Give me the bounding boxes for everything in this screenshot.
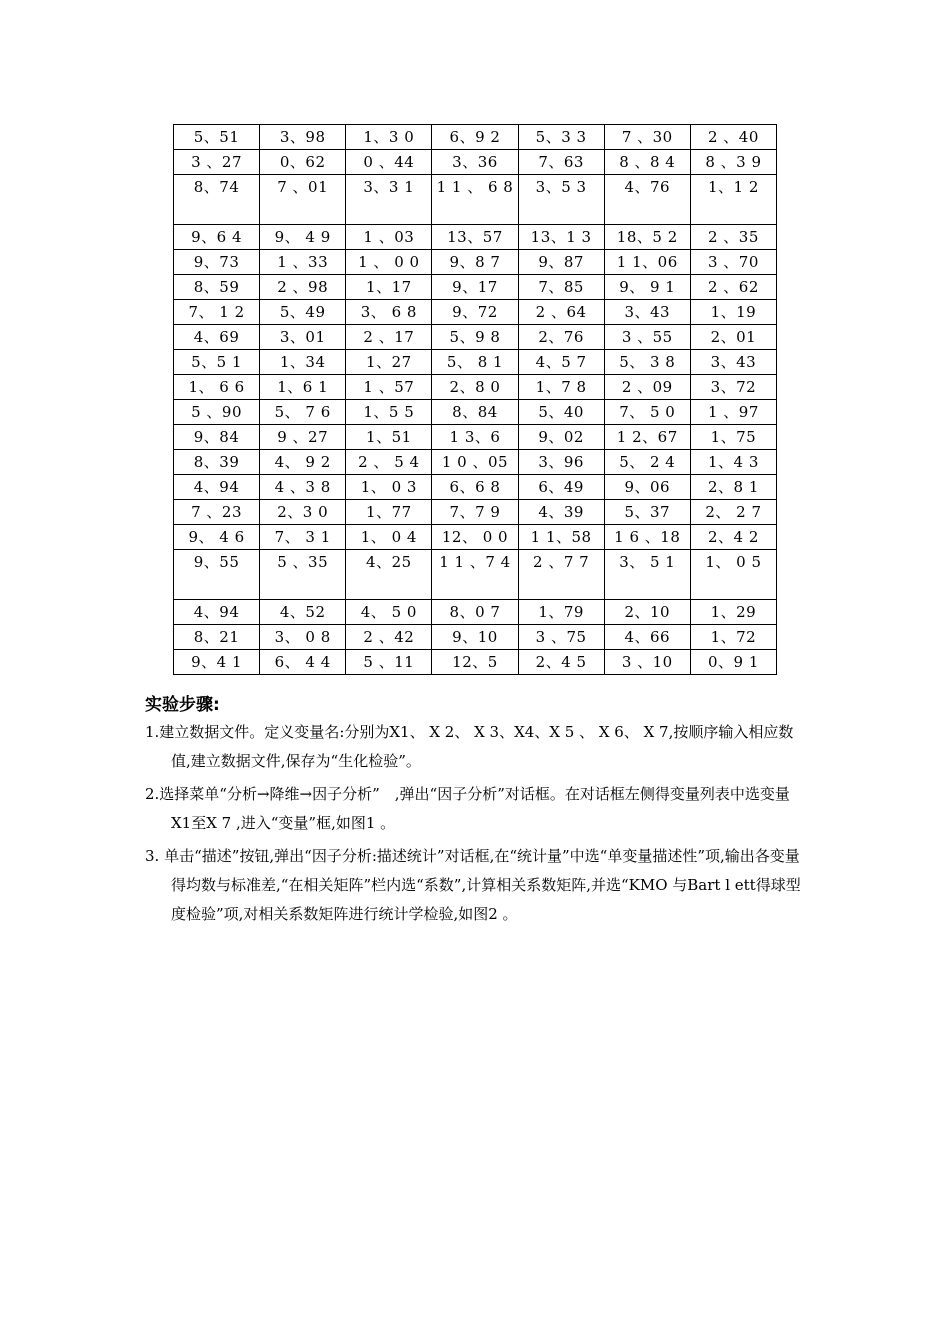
table-cell: 6、 4 4 (260, 650, 346, 675)
table-cell: 5、51 (174, 125, 260, 150)
table-cell: 8、59 (174, 275, 260, 300)
table-cell: 2 、40 (690, 125, 776, 150)
table-cell: 9、 9 1 (604, 275, 690, 300)
table-cell: 7 、01 (260, 175, 346, 225)
table-cell: 4、69 (174, 325, 260, 350)
table-cell: 2 、 5 4 (346, 450, 432, 475)
table-cell: 7、 3 1 (260, 525, 346, 550)
step-item: 1.建立数据文件。定义变量名:分别为X1、 X 2、 X 3、X4、X 5 、 X 6、 X 7,按顺序输入相应数值,建立数据文件,保存为“生化检验”。 (145, 723, 794, 770)
table-row (174, 325, 777, 350)
table-cell: 9、72 (432, 300, 518, 325)
table-cell: 9、84 (174, 425, 260, 450)
table-cell: 1、79 (518, 600, 604, 625)
table-cell: 3 、55 (604, 325, 690, 350)
table-row (174, 525, 777, 550)
table-row (174, 550, 777, 600)
table-cell: 6、6 8 (432, 475, 518, 500)
table-cell: 8、21 (174, 625, 260, 650)
table-row (174, 425, 777, 450)
table-cell: 3、36 (432, 150, 518, 175)
table-cell: 18、5 2 (604, 225, 690, 250)
table-cell: 4、5 7 (518, 350, 604, 375)
table-row (174, 475, 777, 500)
table-cell: 1、19 (690, 300, 776, 325)
table-row (174, 150, 777, 175)
table-cell: 3、98 (260, 125, 346, 150)
table-cell: 2、10 (604, 600, 690, 625)
table-cell: 2、3 0 (260, 500, 346, 525)
table-cell: 9、6 4 (174, 225, 260, 250)
table-cell: 7、7 9 (432, 500, 518, 525)
table-cell: 1 6 、18 (604, 525, 690, 550)
table-cell: 4、 5 0 (346, 600, 432, 625)
table-cell: 1 0 、05 (432, 450, 518, 475)
table-cell: 4、25 (346, 550, 432, 600)
table-cell: 13、1 3 (518, 225, 604, 250)
table-row (174, 650, 777, 675)
table-cell: 7、 1 2 (174, 300, 260, 325)
table-cell: 1 1 、7 4 (432, 550, 518, 600)
table-cell: 1、 0 4 (346, 525, 432, 550)
table-cell: 4、76 (604, 175, 690, 225)
table-cell: 8 、3 9 (690, 150, 776, 175)
table-cell: 5 、90 (174, 400, 260, 425)
table-row (174, 300, 777, 325)
table-row (174, 125, 777, 150)
table-cell: 3、72 (690, 375, 776, 400)
table-cell: 12、 0 0 (432, 525, 518, 550)
table-cell: 12、5 (432, 650, 518, 675)
table-cell: 1、 0 5 (690, 550, 776, 600)
table-cell: 9、 4 9 (260, 225, 346, 250)
table-cell: 5、5 1 (174, 350, 260, 375)
table-cell: 1 、03 (346, 225, 432, 250)
table-cell: 5、 2 4 (604, 450, 690, 475)
table-cell: 8、39 (174, 450, 260, 475)
table-cell: 1、77 (346, 500, 432, 525)
table-cell: 1 、97 (690, 400, 776, 425)
table-cell: 3、 5 1 (604, 550, 690, 600)
table-cell: 9、4 1 (174, 650, 260, 675)
table-cell: 1、4 3 (690, 450, 776, 475)
table-row (174, 375, 777, 400)
table-cell: 1 2、67 (604, 425, 690, 450)
table-cell: 1、 6 6 (174, 375, 260, 400)
table-cell: 9、73 (174, 250, 260, 275)
table-cell: 6、9 2 (432, 125, 518, 150)
table-cell: 1 、57 (346, 375, 432, 400)
table-row (174, 225, 777, 250)
table-cell: 2 、64 (518, 300, 604, 325)
data-table (173, 124, 777, 675)
table-cell: 9、10 (432, 625, 518, 650)
table-cell: 7 、23 (174, 500, 260, 525)
table-row (174, 175, 777, 225)
table-cell: 4、66 (604, 625, 690, 650)
table-cell: 3、 0 8 (260, 625, 346, 650)
table-cell: 1 1 、 6 8 (432, 175, 518, 225)
table-cell: 8、84 (432, 400, 518, 425)
table-cell: 9、87 (518, 250, 604, 275)
table-cell: 3、43 (604, 300, 690, 325)
table-cell: 2、01 (690, 325, 776, 350)
table-cell: 1、7 8 (518, 375, 604, 400)
step-item: 3. 单击“描述”按钮,弹出“因子分析:描述统计”对话框,在“统计量”中选“单变量描述性”项,输出各变量得均数与标准差,“在相关矩阵”栏内选“系数”,计算相关系数矩阵,并选“KMO 与Bart l ett得球型度检验”项,对相关系数矩阵进行统计学检验,如图2 。 (145, 847, 801, 923)
table-cell: 3、3 1 (346, 175, 432, 225)
table-cell: 3 、70 (690, 250, 776, 275)
table-cell: 5 、11 (346, 650, 432, 675)
table-cell: 1、5 5 (346, 400, 432, 425)
table-cell: 2 、98 (260, 275, 346, 300)
table-cell: 1 1、58 (518, 525, 604, 550)
table-cell: 8 、8 4 (604, 150, 690, 175)
table-cell: 1、17 (346, 275, 432, 300)
table-cell: 4、94 (174, 600, 260, 625)
table-cell: 9、 4 6 (174, 525, 260, 550)
table-cell: 3、96 (518, 450, 604, 475)
table-cell: 2、4 2 (690, 525, 776, 550)
table-cell: 2 、09 (604, 375, 690, 400)
table-cell: 9、06 (604, 475, 690, 500)
table-cell: 1、51 (346, 425, 432, 450)
table-cell: 1、27 (346, 350, 432, 375)
table-cell: 7 、30 (604, 125, 690, 150)
table-cell: 1、 0 3 (346, 475, 432, 500)
table-cell: 7、63 (518, 150, 604, 175)
table-row (174, 600, 777, 625)
data-table-body (174, 125, 777, 675)
table-cell: 5、40 (518, 400, 604, 425)
table-cell: 5、3 3 (518, 125, 604, 150)
table-cell: 7、85 (518, 275, 604, 300)
table-cell: 3 、27 (174, 150, 260, 175)
table-cell: 5、 8 1 (432, 350, 518, 375)
table-row (174, 400, 777, 425)
table-cell: 3、5 3 (518, 175, 604, 225)
table-cell: 3、43 (690, 350, 776, 375)
table-cell: 9、02 (518, 425, 604, 450)
table-cell: 1 、 0 0 (346, 250, 432, 275)
table-cell: 3 、75 (518, 625, 604, 650)
table-cell: 2 、7 7 (518, 550, 604, 600)
table-cell: 4、94 (174, 475, 260, 500)
table-cell: 1 3、6 (432, 425, 518, 450)
table-cell: 1、75 (690, 425, 776, 450)
table-cell: 1、72 (690, 625, 776, 650)
table-cell: 5、37 (604, 500, 690, 525)
table-row (174, 275, 777, 300)
table-cell: 9 、27 (260, 425, 346, 450)
table-cell: 8、74 (174, 175, 260, 225)
table-cell: 4、52 (260, 600, 346, 625)
table-cell: 1、6 1 (260, 375, 346, 400)
table-cell: 3、01 (260, 325, 346, 350)
table-cell: 2、 2 7 (690, 500, 776, 525)
table-cell: 6、49 (518, 475, 604, 500)
table-cell: 7、 5 0 (604, 400, 690, 425)
table-cell: 0 、44 (346, 150, 432, 175)
table-cell: 1、29 (690, 600, 776, 625)
table-cell: 4、 9 2 (260, 450, 346, 475)
table-cell: 9、55 (174, 550, 260, 600)
table-cell: 13、57 (432, 225, 518, 250)
table-cell: 8、0 7 (432, 600, 518, 625)
table-cell: 1、3 0 (346, 125, 432, 150)
table-cell: 2、4 5 (518, 650, 604, 675)
table-cell: 2 、62 (690, 275, 776, 300)
table-cell: 2 、35 (690, 225, 776, 250)
table-cell: 4、39 (518, 500, 604, 525)
table-cell: 5、9 8 (432, 325, 518, 350)
table-cell: 5、 3 8 (604, 350, 690, 375)
table-cell: 3 、10 (604, 650, 690, 675)
table-cell: 5、 7 6 (260, 400, 346, 425)
section-heading: 实验步骤: (145, 695, 220, 715)
table-cell: 1 1、06 (604, 250, 690, 275)
table-cell: 2、8 1 (690, 475, 776, 500)
table-row (174, 350, 777, 375)
table-cell: 1 、33 (260, 250, 346, 275)
table-cell: 0、62 (260, 150, 346, 175)
table-cell: 2 、17 (346, 325, 432, 350)
step-item: 2.选择菜单“分析→降维→因子分析” ,弹出“因子分析”对话框。在对话框左侧得变量列表中选变量X1至X 7 ,进入“变量”框,如图1 。 (145, 785, 790, 832)
table-cell: 5 、35 (260, 550, 346, 600)
table-row (174, 450, 777, 475)
steps-list (145, 718, 810, 933)
table-row (174, 625, 777, 650)
table-cell: 9、17 (432, 275, 518, 300)
table-cell: 3、 6 8 (346, 300, 432, 325)
table-cell: 4 、3 8 (260, 475, 346, 500)
table-cell: 0、9 1 (690, 650, 776, 675)
table-cell: 2、8 0 (432, 375, 518, 400)
table-cell: 1、34 (260, 350, 346, 375)
table-cell: 1、1 2 (690, 175, 776, 225)
table-cell: 9、8 7 (432, 250, 518, 275)
table-row (174, 250, 777, 275)
table-cell: 5、49 (260, 300, 346, 325)
table-cell: 2、76 (518, 325, 604, 350)
table-cell: 2 、42 (346, 625, 432, 650)
table-row (174, 500, 777, 525)
